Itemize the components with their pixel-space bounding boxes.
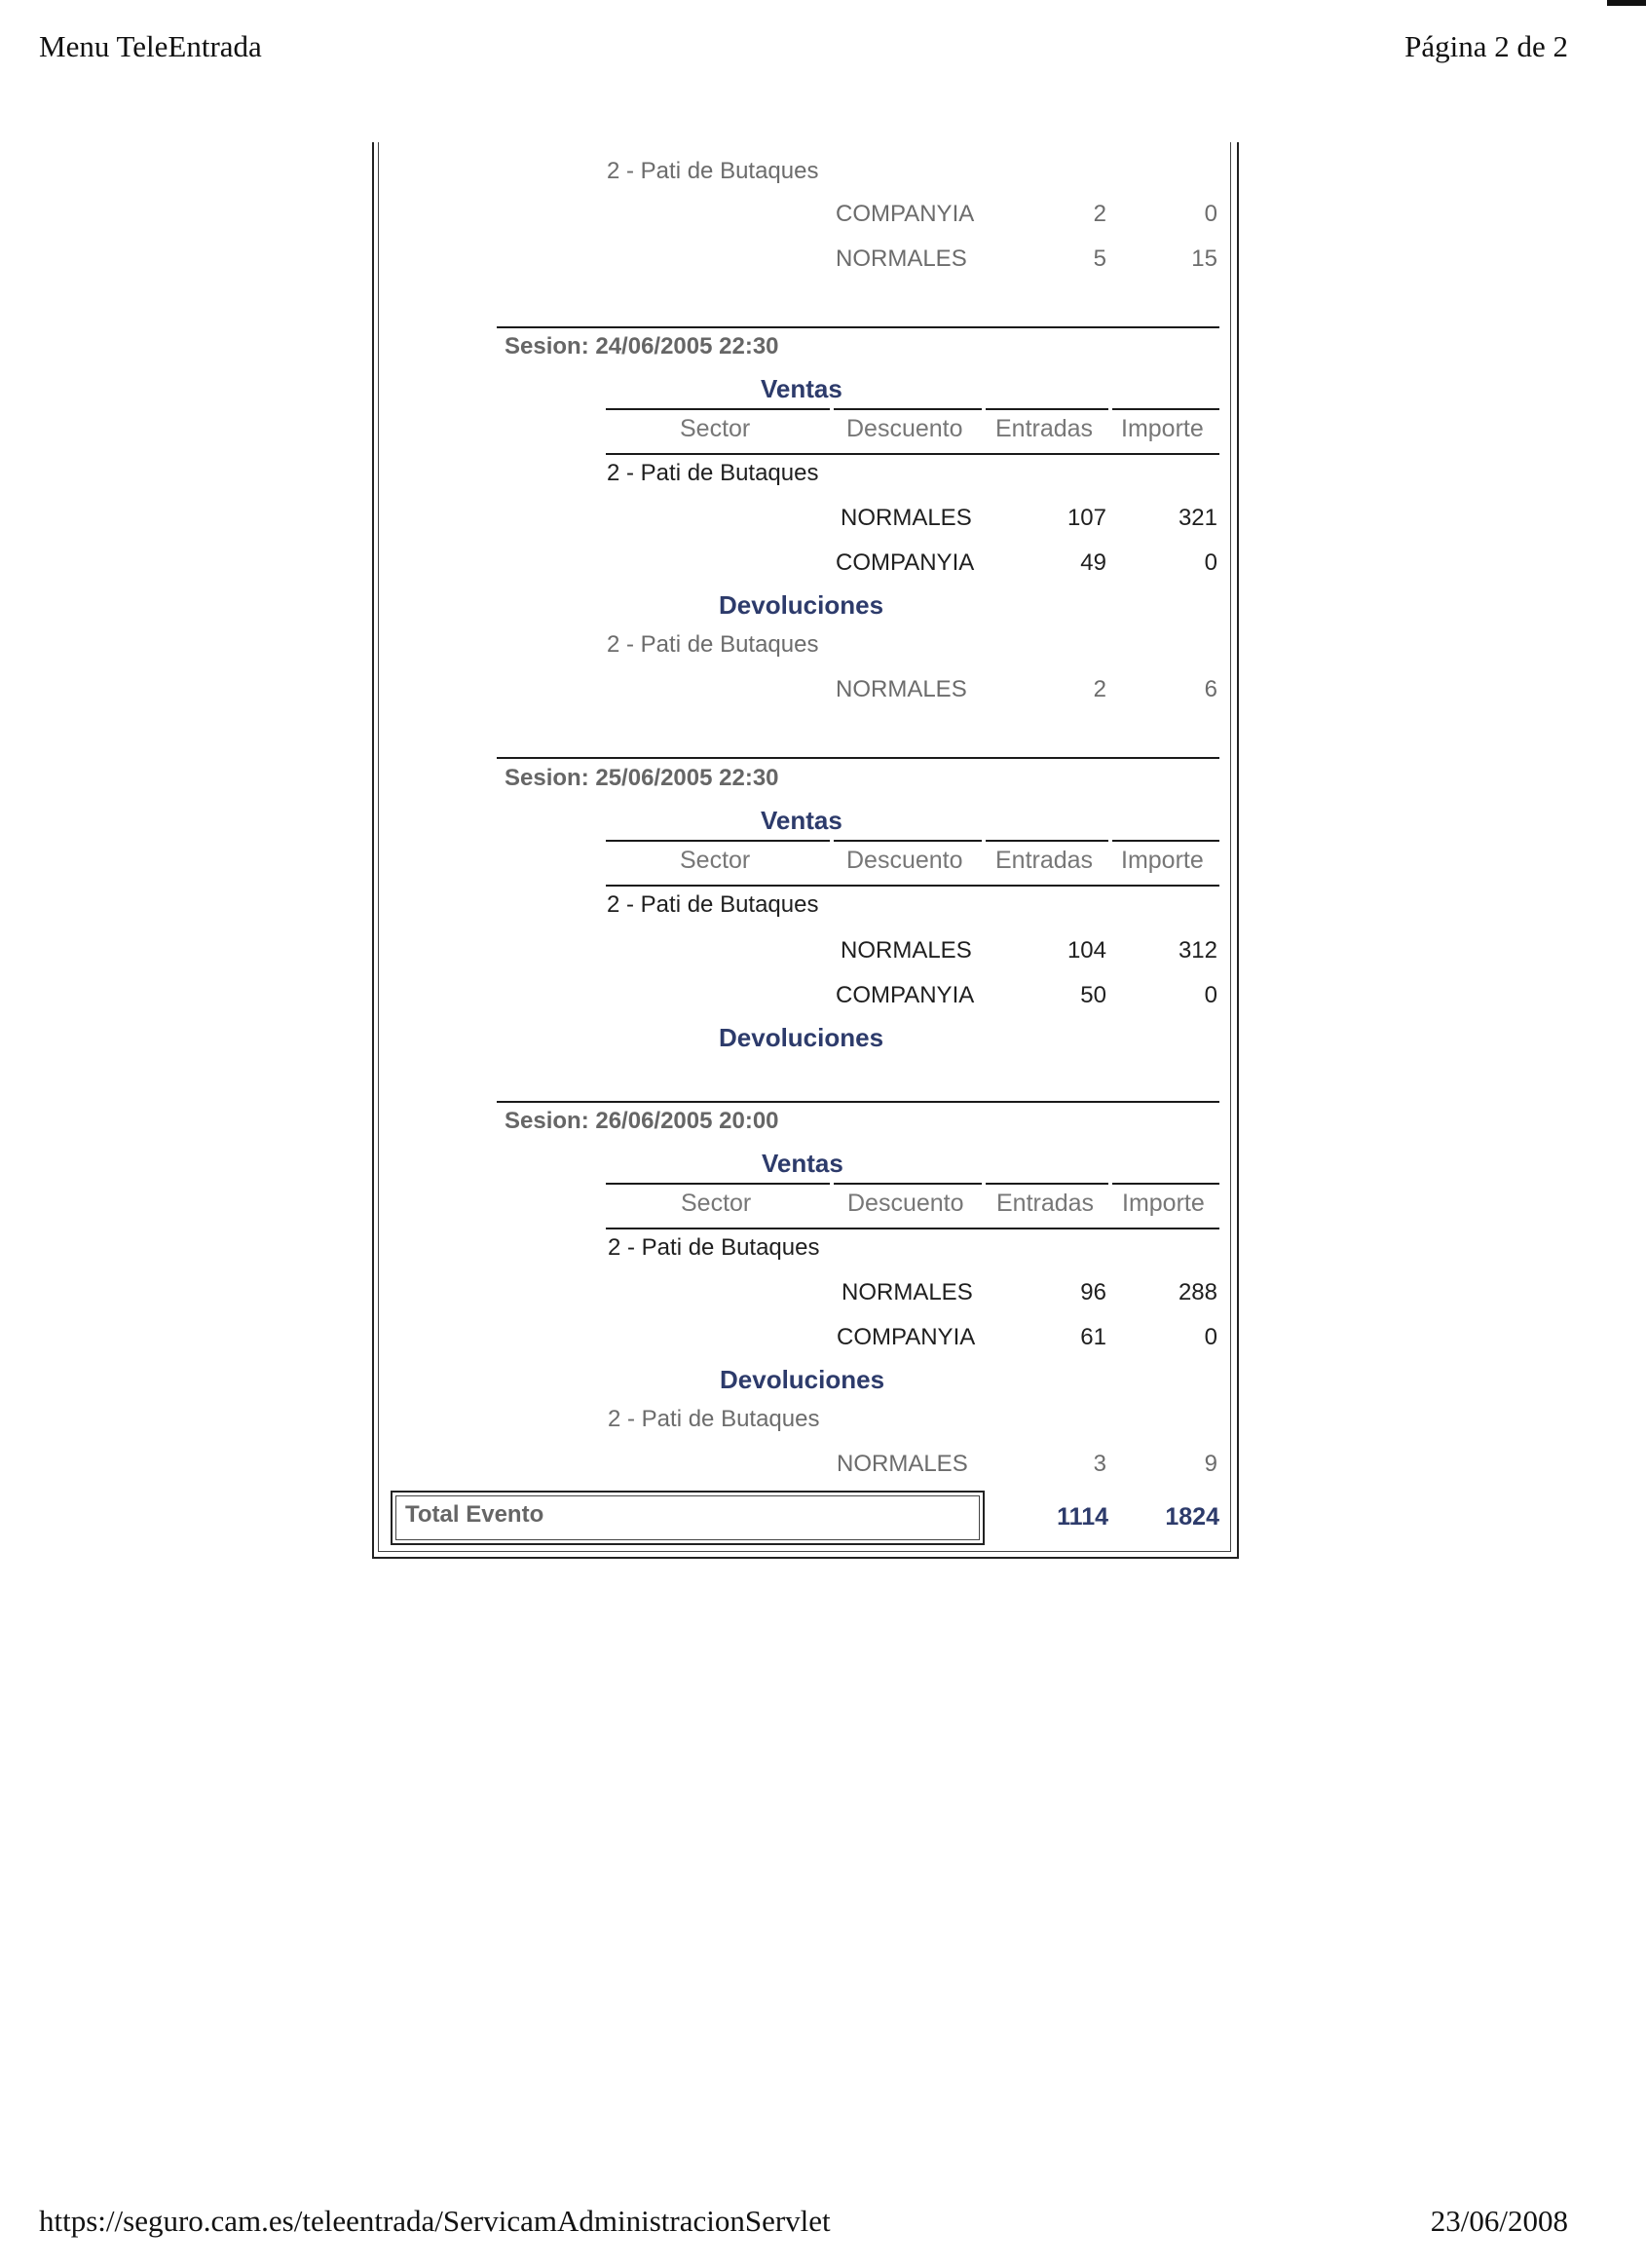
session-2-ventas-sector: 2 - Pati de Butaques — [607, 891, 819, 918]
session-1-venta-2-descuento: COMPANYIA — [836, 549, 975, 576]
session-2-venta-2-descuento: COMPANYIA — [836, 982, 975, 1008]
session-1-dev-1-descuento: NORMALES — [836, 676, 967, 702]
session-1-col-descuento: Descuento — [846, 415, 963, 442]
session-2-col-entradas: Entradas — [995, 847, 1094, 874]
page-footer-url: https://seguro.cam.es/teleentrada/ServicamAdministracionServlet — [39, 2204, 831, 2238]
session-1-col-line-sector — [606, 408, 830, 410]
session-1-col-sector: Sector — [680, 415, 751, 442]
session-3-dev-1-importe: 9 — [1204, 1451, 1217, 1477]
session-2-devoluciones-label: Devoluciones — [719, 1023, 884, 1052]
session-3-title: Sesion: 26/06/2005 20:00 — [505, 1108, 779, 1134]
top-row-1-entradas: 2 — [1093, 201, 1106, 227]
session-1-header-underline — [606, 453, 1219, 455]
session-3-venta-2-importe: 0 — [1204, 1324, 1217, 1350]
session-3-ventas-label: Ventas — [762, 1149, 843, 1178]
session-3-dev-1-entradas: 3 — [1093, 1451, 1106, 1477]
session-3-col-line-descuento — [834, 1183, 982, 1185]
page-header-title: Menu TeleEntrada — [39, 29, 262, 63]
session-1-dev-1-importe: 6 — [1204, 676, 1217, 702]
session-1-ventas-label: Ventas — [761, 374, 842, 403]
session-3-divider — [497, 1101, 1219, 1103]
top-row-2-descuento: NORMALES — [836, 246, 967, 272]
session-1-col-line-entradas — [986, 408, 1108, 410]
session-3-venta-2-descuento: COMPANYIA — [837, 1324, 976, 1350]
session-1-ventas-sector: 2 - Pati de Butaques — [607, 460, 819, 486]
top-row-2-importe: 15 — [1191, 246, 1217, 272]
session-2-col-importe: Importe — [1121, 847, 1204, 874]
session-1-dev-1-entradas: 2 — [1093, 676, 1106, 702]
session-3-venta-1-descuento: NORMALES — [842, 1279, 973, 1305]
session-2-venta-1-entradas: 104 — [1066, 937, 1106, 964]
top-row-1-descuento: COMPANYIA — [836, 201, 975, 227]
session-1-col-line-importe — [1112, 408, 1219, 410]
total-entradas: 1114 — [1057, 1503, 1108, 1531]
session-3-col-sector: Sector — [681, 1190, 752, 1217]
page-number: Página 2 de 2 — [1404, 29, 1568, 63]
session-3-col-entradas: Entradas — [996, 1190, 1095, 1217]
session-2-title: Sesion: 25/06/2005 22:30 — [505, 765, 779, 791]
top-sector: 2 - Pati de Butaques — [607, 158, 819, 184]
session-1-venta-1-entradas: 107 — [1066, 505, 1106, 531]
session-2-col-line-descuento — [834, 840, 982, 842]
session-2-col-line-sector — [606, 840, 830, 842]
session-1-title: Sesion: 24/06/2005 22:30 — [505, 333, 779, 359]
session-3-col-descuento: Descuento — [847, 1190, 964, 1217]
page-footer-date: 23/06/2008 — [1430, 2204, 1568, 2238]
session-2-venta-2-entradas: 50 — [1080, 982, 1106, 1008]
session-3-venta-1-importe: 288 — [1178, 1279, 1217, 1305]
total-label: Total Evento — [405, 1501, 544, 1528]
session-1-col-importe: Importe — [1121, 415, 1204, 442]
scan-mark — [1607, 0, 1646, 6]
top-row-1-importe: 0 — [1204, 201, 1217, 227]
session-1-dev-sector: 2 - Pati de Butaques — [607, 631, 819, 658]
session-3-col-importe: Importe — [1122, 1190, 1205, 1217]
session-3-venta-1-entradas: 96 — [1080, 1279, 1106, 1305]
session-1-venta-2-entradas: 49 — [1080, 549, 1106, 576]
session-2-divider — [497, 757, 1219, 759]
session-1-col-entradas: Entradas — [995, 415, 1094, 442]
top-row-2-entradas: 5 — [1093, 246, 1106, 272]
session-1-col-line-descuento — [834, 408, 982, 410]
session-3-col-line-importe — [1112, 1183, 1219, 1185]
session-2-venta-1-importe: 312 — [1178, 937, 1217, 964]
session-2-header-underline — [606, 885, 1219, 887]
session-3-header-underline — [606, 1228, 1219, 1229]
session-3-col-line-entradas — [986, 1183, 1108, 1185]
session-2-ventas-label: Ventas — [761, 806, 842, 835]
session-3-devoluciones-label: Devoluciones — [720, 1365, 885, 1394]
session-2-col-line-entradas — [986, 840, 1108, 842]
session-3-col-line-sector — [606, 1183, 830, 1185]
session-1-divider — [497, 326, 1219, 328]
session-2-col-descuento: Descuento — [846, 847, 963, 874]
session-1-venta-1-descuento: NORMALES — [841, 505, 972, 531]
session-3-venta-2-entradas: 61 — [1080, 1324, 1106, 1350]
session-3-dev-1-descuento: NORMALES — [837, 1451, 968, 1477]
session-1-devoluciones-label: Devoluciones — [719, 590, 884, 620]
session-2-col-line-importe — [1112, 840, 1219, 842]
session-3-ventas-sector: 2 - Pati de Butaques — [608, 1234, 820, 1261]
total-importe: 1824 — [1165, 1503, 1219, 1531]
session-2-venta-2-importe: 0 — [1204, 982, 1217, 1008]
session-3-dev-sector: 2 - Pati de Butaques — [608, 1406, 820, 1432]
session-2-col-sector: Sector — [680, 847, 751, 874]
session-2-venta-1-descuento: NORMALES — [841, 937, 972, 964]
session-1-venta-1-importe: 321 — [1178, 505, 1217, 531]
session-1-venta-2-importe: 0 — [1204, 549, 1217, 576]
